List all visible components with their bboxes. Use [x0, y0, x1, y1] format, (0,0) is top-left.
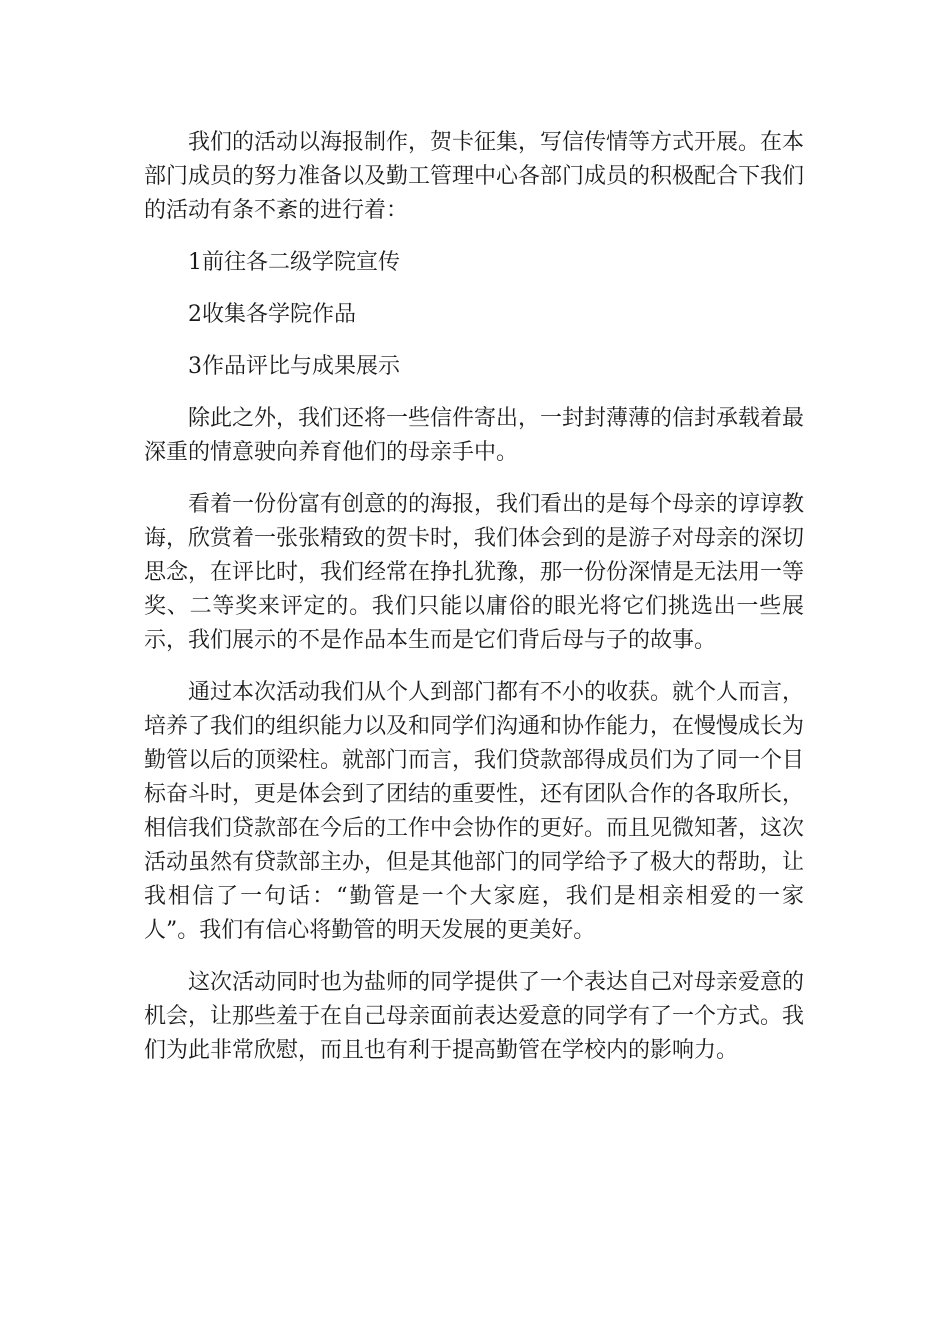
list-item-step-3: 3作品评比与成果展示	[188, 354, 400, 379]
paragraph-letters: 除此之外，我们还将一些信件寄出，一封封薄薄的信封承载着最深重的情意驶向养育他们的母亲手中。	[144, 406, 805, 465]
paragraph-gains: 通过本次活动我们从个人到部门都有不小的收获。就个人而言，培养了我们的组织能力以及和同学们沟通和协作能力，在慢慢成长为勤管以后的顶梁柱。就部门而言，我们贷款部得成员们为了同一个目标奋斗时，更是体会到了团结的重要性，还有团队合作的各取所长，相信我们贷款部在今后的工作中会协作的更好。而且见微知著，这次活动虽然有贷款部主办，但是其他部门的同学给予了极大的帮助，让我相信了一句话：“勤管是一个大家庭，我们是相亲相爱的一家人”。我们有信心将勤管的明天发展的更美好。	[144, 680, 805, 943]
document-body	[144, 126, 804, 1086]
list-item-step-2: 2收集各学院作品	[188, 302, 356, 327]
paragraph-conclusion: 这次活动同时也为盐师的同学提供了一个表达自己对母亲爱意的机会，让那些羞于在自己母亲面前表达爱意的同学有了一个方式。我们为此非常欣慰，而且也有利于提高勤管在学校内的影响力。	[144, 970, 805, 1063]
paragraph-activity-intro: 我们的活动以海报制作，贺卡征集，写信传情等方式开展。在本部门成员的努力准备以及勤工管理中心各部门成员的积极配合下我们的活动有条不紊的进行着：	[144, 130, 805, 223]
list-item-step-1: 1前往各二级学院宣传	[188, 250, 400, 275]
paragraph-evaluation: 看着一份份富有创意的的海报，我们看出的是每个母亲的谆谆教诲，欣赏着一张张精致的贺卡时，我们体会到的是游子对母亲的深切思念，在评比时，我们经常在挣扎犹豫，那一份份深情是无法用一等奖、二等奖来评定的。我们只能以庸俗的眼光将它们挑选出一些展示，我们展示的不是作品本生而是它们背后母与子的故事。	[144, 492, 805, 653]
